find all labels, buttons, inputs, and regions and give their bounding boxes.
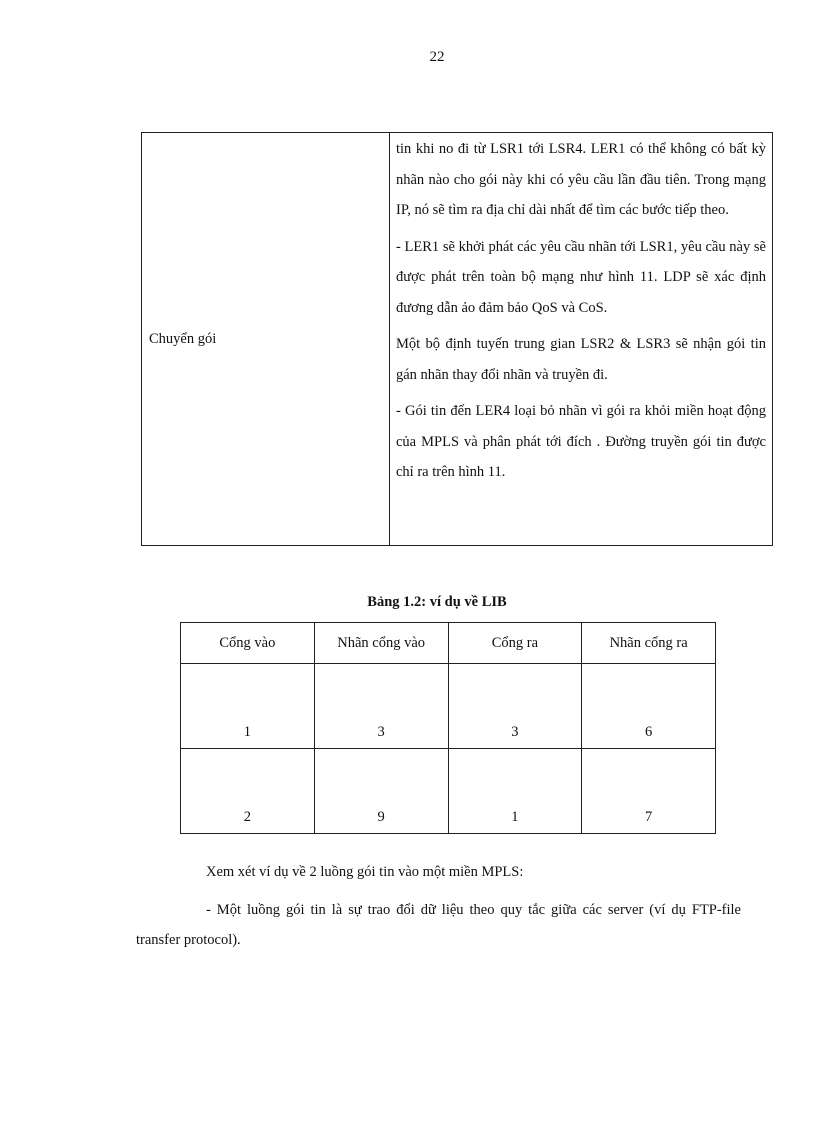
process-table (141, 132, 773, 546)
process-step-label: Chuyển gói (142, 133, 390, 546)
table-cell: 7 (582, 749, 716, 834)
body-paragraph: - Một luồng gói tin là sự trao đổi dữ liệu theo quy tắc giữa các server (ví dụ FTP-file transfer protocol). (136, 902, 741, 948)
table-cell: 9 (314, 749, 448, 834)
table-cell: 1 (181, 664, 315, 749)
table-cell: 6 (582, 664, 716, 749)
table-row (181, 664, 716, 749)
process-step-description (390, 133, 773, 546)
description-paragraph: tin khi no đi từ LSR1 tới LSR4. LER1 có thể không có bất kỳ nhãn nào cho gói này khi có yêu cầu lần đầu tiên. Trong mạng IP, nó sẽ tìm ra địa chỉ dài nhất để tìm các bước tiếp theo. (396, 141, 766, 218)
description-paragraph: - Gói tin đến LER4 loại bỏ nhãn vì gói ra khỏi miền hoạt động của MPLS và phân phát tới đích . Đường truyền gói tin được chỉ ra trên hình 11. (396, 403, 766, 480)
table-cell: 3 (314, 664, 448, 749)
page-number: 22 (429, 49, 445, 65)
table-header-row (181, 623, 716, 664)
table-cell: 2 (181, 749, 315, 834)
table-cell: 3 (448, 664, 582, 749)
column-header: Nhãn cổng ra (582, 623, 716, 664)
body-paragraph: Xem xét ví dụ về 2 luồng gói tin vào một miền MPLS: (206, 864, 524, 880)
table-caption: Bảng 1.2: ví dụ về LIB (367, 594, 507, 610)
table-cell: 1 (448, 749, 582, 834)
column-header: Nhãn cổng vào (314, 623, 448, 664)
lib-table (180, 622, 716, 834)
description-paragraph: - LER1 sẽ khởi phát các yêu cầu nhãn tới LSR1, yêu cầu này sẽ được phát trên toàn bộ mạng như hình 11. LDP sẽ xác định đương dẫn ảo đảm bảo QoS và CoS. (396, 238, 766, 316)
description-paragraph: Một bộ định tuyến trung gian LSR2 & LSR3 sẽ nhận gói tin gán nhãn thay đổi nhãn và truyền đi. (396, 336, 766, 383)
column-header: Cổng vào (181, 623, 315, 664)
table-row (181, 749, 716, 834)
column-header: Cổng ra (448, 623, 582, 664)
